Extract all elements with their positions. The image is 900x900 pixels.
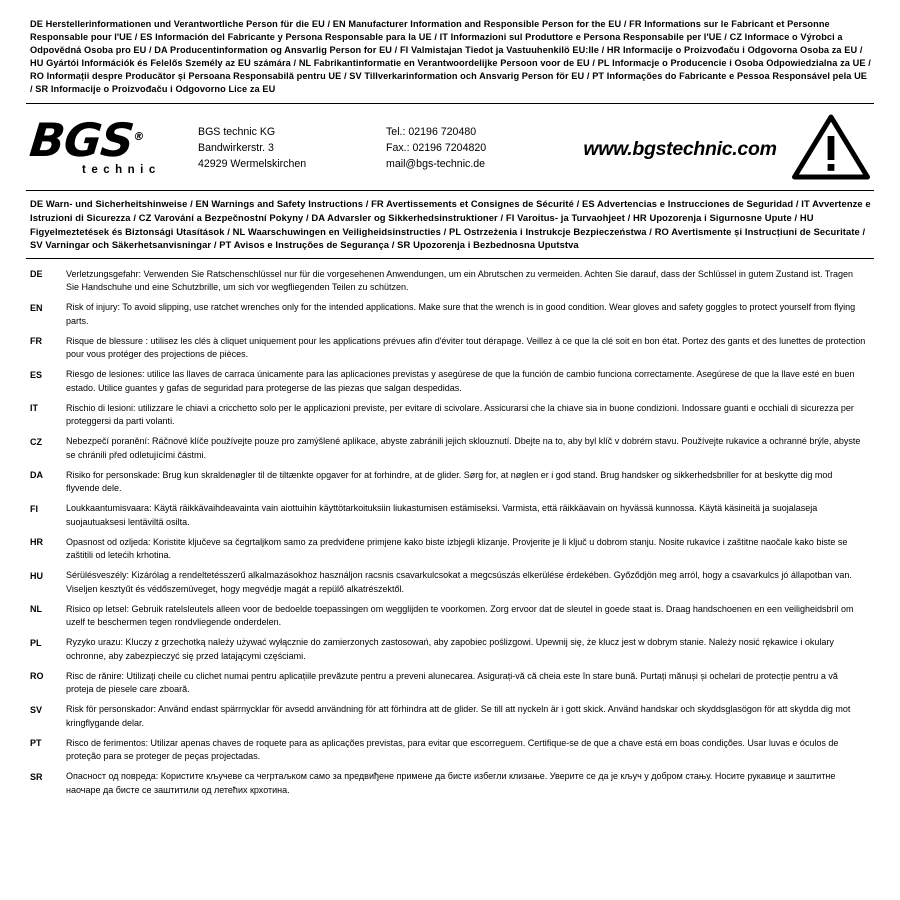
list-item: [30, 301, 870, 328]
language-code: DE: [30, 269, 43, 280]
language-text: Rischio di lesioni: utilizzare le chiavi a cricchetto solo per le applicazioni previste, per evitare di scivolare. Assicurarsi che la chiave sia in buone condizioni. Indossare guanti e occhiali di sicurezza per proteggersi da parti volanti.: [66, 402, 854, 427]
company-fax: Fax.: 02196 7204820: [386, 142, 487, 155]
list-item: [30, 469, 870, 496]
language-text: Risico op letsel: Gebruik ratelsleutels alleen voor de bedoelde toepassingen om wegglijden te voorkomen. Zorg ervoor dat de sleutel in goede staat is. Draag handschoenen en een veiligheidsbril om uzelf te beschermen tegen rondvliegende onderdelen.: [66, 603, 854, 628]
company-contact: [386, 122, 576, 172]
language-code: CZ: [30, 436, 42, 447]
language-code: RO: [30, 671, 44, 682]
language-text: Risco de ferimentos: Utilizar apenas chaves de roquete para as aplicações previstas, para evitar que escorreguem. Certifique-se de que a chave está em boas condições. Usar luvas e óculos de proteção para se proteger de peças projectadas.: [66, 737, 839, 762]
company-name: BGS technic KG: [198, 126, 276, 139]
list-item: [30, 737, 870, 764]
language-code: PT: [30, 738, 42, 749]
list-item: [30, 536, 870, 563]
language-text: Riesgo de lesiones: utilice las llaves de carraca únicamente para las aplicaciones previstas y asegúrese de que la función de cambio funciona correctamente. Asegúrese de que la llave esté en buen estado. Utilice guantes y gafas de seguridad para protegerse de las piezas que salgan despedidas.: [66, 369, 855, 393]
brand-contact-row: [26, 104, 874, 190]
language-text: Risiko for personskade: Brug kun skraldenøgler til de tiltænkte opgaver for at forhindre, at de glider. Sørg for, at nøglen er i god stand. Brug handsker og sikkerhedsbriller for at beskytte dig mod flyvende dele.: [66, 469, 833, 494]
company-website[interactable]: www.bgstechnic.com: [583, 137, 777, 160]
company-address: [198, 122, 386, 172]
language-text: Sérülésveszély: Kizárólag a rendeltetésszerű alkalmazásokhoz használjon racsnis csavarkulcsokat a megcsúszás elkerülése érdekében. Győződjön meg arról, hogy a csavarkulcs jó állapotban van. Viseljen kesztyűt és védőszemüveget, hogy megvédje magát a repülő alkatrészektől.: [66, 570, 852, 594]
language-code: DA: [30, 470, 43, 481]
list-item: [30, 402, 870, 429]
language-code: EN: [30, 302, 43, 313]
language-text: Risk för personskador: Använd endast spärrnycklar för avsedd användning för att förhindra att de glider. Se till att nyckeln är i gott skick. Använd handskar och skyddsglasögon för att skydda dig mot kringflygande delar.: [66, 704, 851, 728]
warnings-safety-header: DE Warn- und Sicherheitshinweise / EN Warnings and Safety Instructions / FR Avertissements et Consignes de Sécurité / ES Advertencias e Instrucciones de Seguridad / IT Avvertenze e Istruzioni di Sicurezza / CZ Varování a Bezpečnostní Pokyny / DA Advarsler og Sikkerhedsinstruktioner / FI Varoitus- ja Turvaohjeet / HR Upozorenja i Sigurnosne Upute / HU Figyelmeztetések és Biztonsági Utasítások / NL Waarschuwingen en Veiligheidsinstructies / PL Ostrzeżenia i Instrukcje Bezpieczeństwa / RO Avertismente și Instrucțiuni de Securitate / SV Varningar och Säkerhetsanvisningar / PT Avisos e Instruções de Segurança / SR Upozorenja i Bezbednosna Uputstva: [30, 198, 871, 251]
list-item: [30, 703, 870, 730]
list-item: [30, 636, 870, 663]
list-item: [30, 502, 870, 529]
language-code: PL: [30, 637, 42, 648]
company-city: 42929 Wermelskirchen: [198, 158, 307, 171]
list-item: [30, 569, 870, 596]
company-telephone: Tel.: 02196 720480: [386, 126, 477, 139]
language-code: HR: [30, 537, 43, 548]
list-item: [30, 603, 870, 630]
language-text: Ryzyko urazu: Kluczy z grzechotką należy używać wyłącznie do zamierzonych zastosowań, aby zapobiec poślizgowi. Upewnij się, że klucz jest w dobrym stanie. Należy nosić rękawice i okulary ochronne, aby zabezpieczyć się przed latającymi częściami.: [66, 637, 834, 661]
list-item: [30, 368, 870, 395]
language-code: SV: [30, 704, 43, 715]
list-item: [30, 335, 870, 362]
language-code: HU: [30, 570, 43, 581]
language-text: Opasnost od ozljeda: Koristite ključeve sa čegrtaljkom samo za predviđene primjene kako biste izbjegli klizanje. Provjerite je li ključ u dobrom stanju. Nosite rukavice i zaštitne naočale kako biste se zaštitili od letećih krhotina.: [66, 536, 848, 561]
language-code: FR: [30, 336, 42, 347]
list-item: [30, 435, 870, 462]
company-email[interactable]: mail@bgs-technic.de: [386, 158, 486, 171]
company-street: Bandwirkerstr. 3: [198, 142, 274, 155]
language-code: NL: [30, 604, 42, 615]
language-code: ES: [30, 369, 43, 380]
language-code: FI: [30, 503, 38, 514]
registered-trademark-icon: ®: [132, 129, 145, 143]
language-text: Risc de rănire: Utilizați cheile cu clichet numai pentru aplicațiile prevăzute pentru a preveni alunecarea. Asigurați-vă că cheia este în stare bună. Purtați mănuși și ochelari de protecție pentru a vă proteja de piesele care zboară.: [66, 670, 838, 695]
language-code: IT: [30, 403, 38, 414]
language-text: Nebezpečí poranění: Ráčnové klíče používejte pouze pro zamýšlené aplikace, abyste zabránili jejich sklouznutí. Dbejte na to, aby byl klíč v dobrém stavu. Používejte rukavice a ochranné brýle, abyste se chránili před odletujícími částmi.: [66, 436, 861, 460]
language-code: SR: [30, 771, 43, 782]
language-text: Loukkaantumisvaara: Käytä räikkävaihdeavainta vain aiottuihin käyttötarkoituksiin liukastumisen estämiseksi. Varmista, että räikkäavain on hyvässä kunnossa. Käytä käsineitä ja suojalaseja suojautuaksesi lentäviltä osilta.: [66, 503, 818, 527]
language-text: Risk of injury: To avoid slipping, use ratchet wrenches only for the intended applications. Make sure that the wrench is in good condition. Wear gloves and safety goggles to protect yourself from flying parts.: [66, 302, 856, 326]
language-text: Опасност од повреда: Користите кључеве са чегртаљком само за предвиђене примене да бисте избегли клизање. Уверите се да је кључ у добром стању. Носите рукавице и заштитне наочаре да бисте се заштитили од летећих крхотина.: [66, 771, 836, 795]
manufacturer-information-header: DE Herstellerinformationen und Verantwortliche Person für die EU / EN Manufacturer Information and Responsible Person for the EU / FR Informations sur le Fabricant et Personne Responsable pour l'UE / ES Información del Fabricante y Persona Responsable para la UE / IT Informazioni sul Produttore e Persona Responsabile per l'UE / CZ Informace o Výrobci a Odpovědná Osoba pro EU / DA Producentinformation og Ansvarlig Person for EU / FI Valmistajan Tiedot ja Vastuuhenkilö EU:lle / HR Informacije o Proizvođaču i Odgovorna Osoba za EU / HU Gyártói Információk és Felelős Személy az EU számára / NL Fabrikantinformatie en Verantwoordelijke Persoon voor de EU / PL Informacje o Producencie i Osoba Odpowiedzialna za UE / RO Informații despre Producător și Persoana Responsabilă pentru UE / SV Tillverkarinformation och Ansvarig Person för EU / PT Informações do Fabricante e Pessoa Responsável pela UE / SR Informacije o Proizvođaču i Odgovorno Lice za EU: [30, 19, 871, 95]
divider-bottom: [26, 258, 874, 259]
logo-text: BGS: [27, 113, 136, 168]
language-text: Verletzungsgefahr: Verwenden Sie Ratschenschlüssel nur für die vorgesehenen Anwendungen, um ein Abrutschen zu vermeiden. Achten Sie darauf, dass der Schlüssel in gutem Zustand ist. Tragen Sie Handschuhe und eine Schutzbrille, um sich vor wegfliegenden Teilen zu schützen.: [66, 268, 853, 293]
language-text: Risque de blessure : utilisez les clés à cliquet uniquement pour les applications prévues afin d'éviter tout dérapage. Veillez à ce que la clé soit en bon état. Portez des gants et des lunettes de protection pour vous protéger des projections de pièces.: [66, 335, 866, 360]
list-item: [30, 770, 870, 797]
logo-wordmark: [27, 113, 201, 168]
warning-triangle-icon: [784, 114, 870, 180]
bgs-logo: [27, 113, 198, 176]
logo-subtext: technic: [82, 163, 161, 176]
list-item: [30, 670, 870, 697]
list-item: [30, 268, 870, 295]
language-warnings-list: [26, 268, 874, 798]
